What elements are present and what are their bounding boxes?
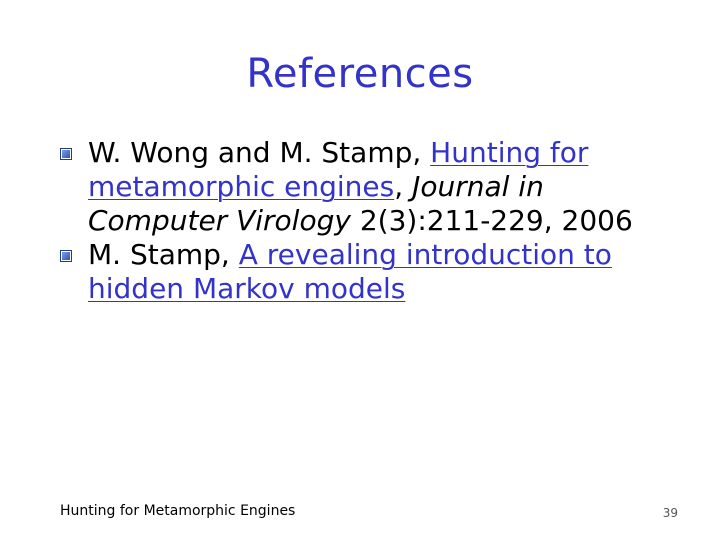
footer-title: Hunting for Metamorphic Engines [60, 503, 296, 519]
reference-link-part-2[interactable]: metamorphic engines [88, 170, 395, 203]
reference-separator: , [394, 170, 413, 203]
reference-details: 2(3):211-229, 2006 [350, 204, 633, 237]
reference-list [60, 136, 680, 306]
reference-journal-part-1: Journal in [412, 170, 544, 203]
slide-title: References [246, 51, 474, 97]
reference-link-part-1[interactable]: A revealing introduction to [238, 238, 612, 271]
reference-authors: W. Wong and M. Stamp, [88, 136, 431, 169]
reference-journal-part-2: Computer Virology [88, 204, 351, 237]
reference-authors: M. Stamp, [88, 238, 239, 271]
reference-item [60, 136, 680, 238]
square-bullet-icon [60, 148, 72, 160]
page-number: 39 [662, 506, 678, 520]
reference-item [60, 238, 680, 306]
square-bullet-icon [60, 250, 72, 262]
reference-link-part-2[interactable]: hidden Markov models [88, 272, 406, 305]
reference-link-part-1[interactable]: Hunting for [430, 136, 589, 169]
